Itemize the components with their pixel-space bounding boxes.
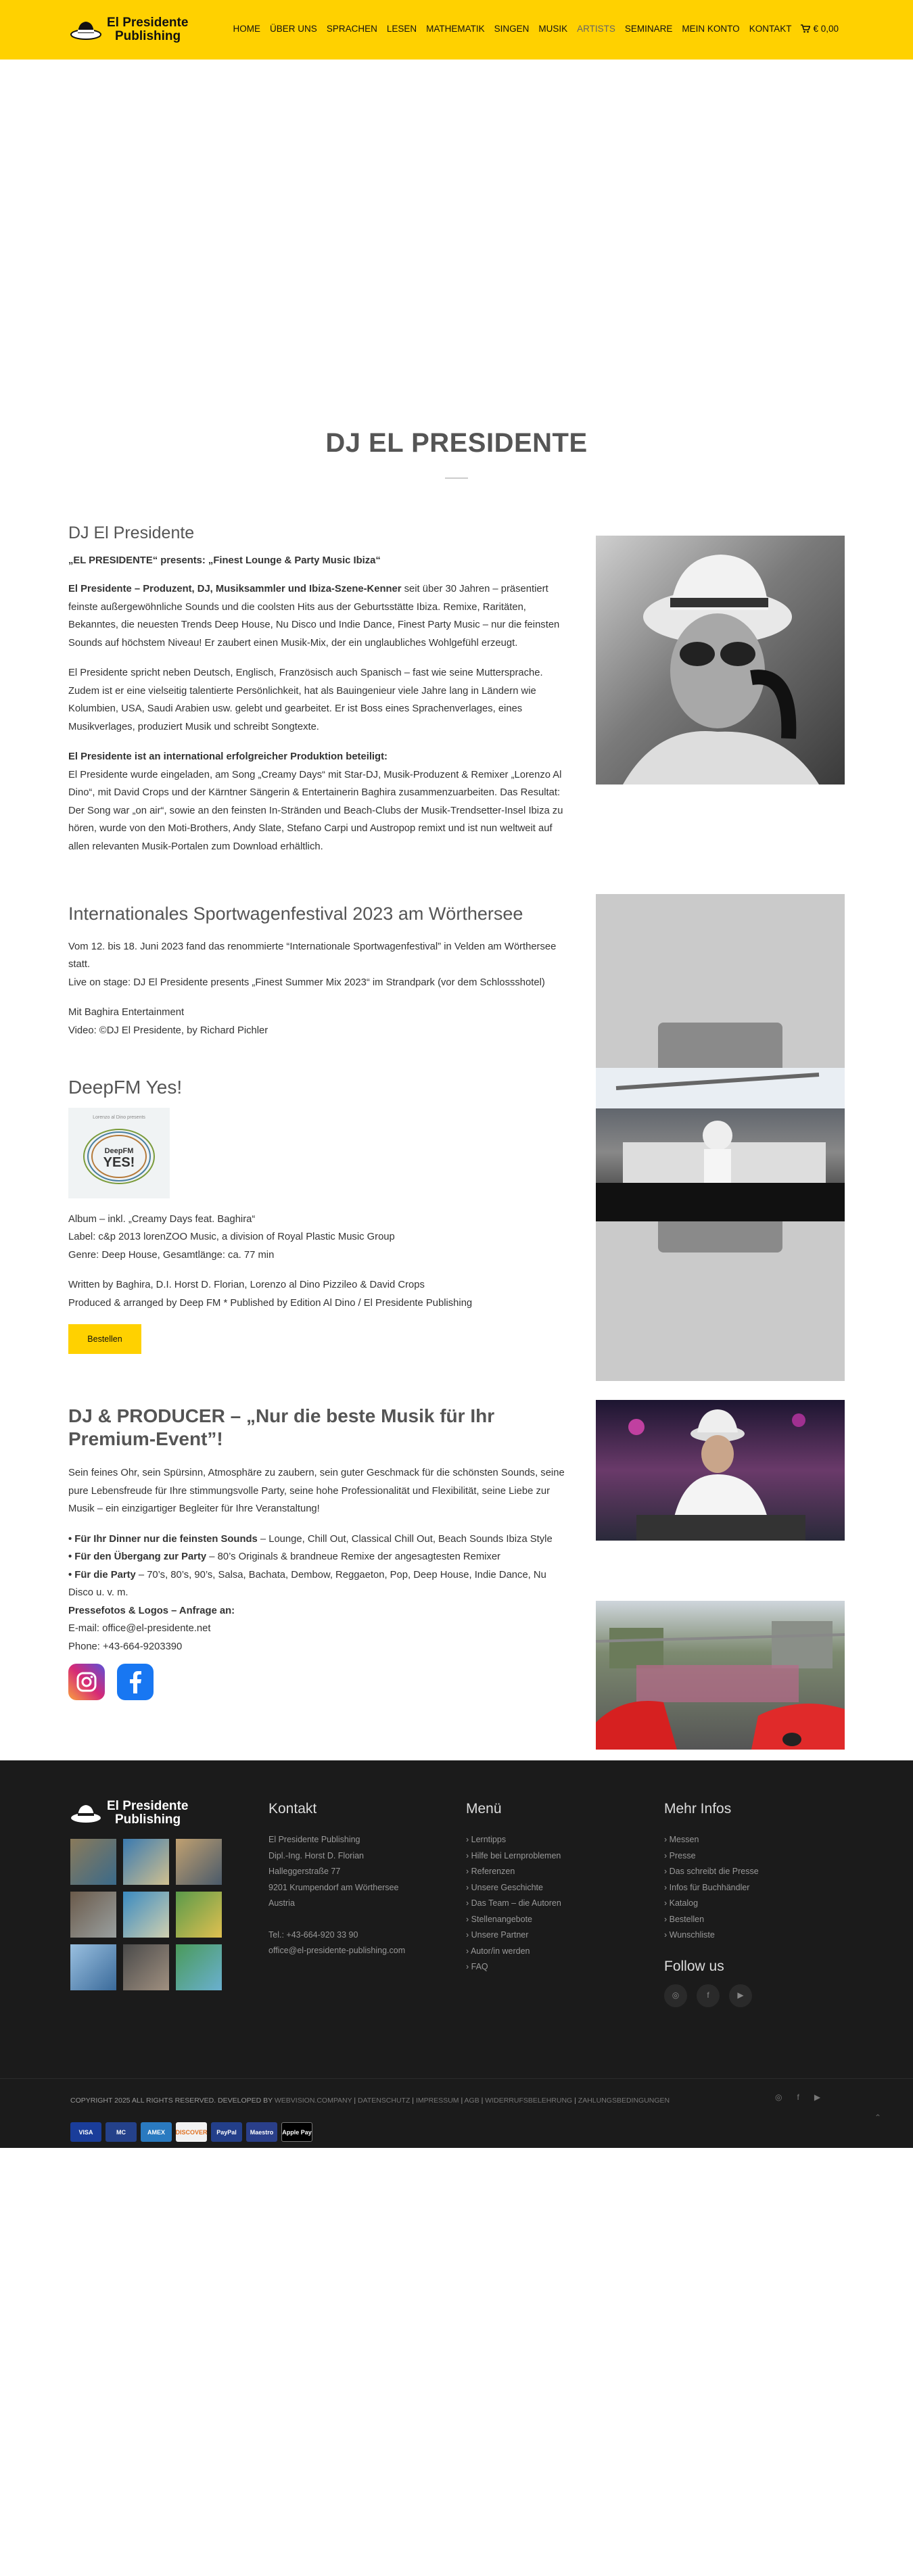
footer-social [664,1984,759,2007]
festival-section [68,905,572,1039]
footer-info-item[interactable]: › Presse [664,1850,696,1860]
gallery-thumb[interactable] [70,1892,116,1938]
producer-heading: DJ & PRODUCER – „Nur die beste Musik für Ihr Premium-Event”! [68,1405,495,1449]
intro-tagline: „EL PRESIDENTE“ presents: „Finest Lounge & Party Music Ibiza“ [68,555,381,566]
facebook-icon[interactable] [117,1664,154,1700]
footer-contact: Kontakt El Presidente Publishing Dipl.-Ing. Horst D. Florian Halleggerstraße 77 9201 Krumpendorf am Wörthersee Austria Tel.: +43-664-920 33 90 office@el-presidente-publishing.com [268,1801,405,1959]
footer-tel[interactable]: Tel.: +43-664-920 33 90 [268,1929,358,1940]
discover-icon: DISCOVER [176,2122,207,2142]
gallery-thumb[interactable] [123,1839,169,1885]
legal-widerruf[interactable]: WIDERRUFSBELEHRUNG [485,2097,573,2105]
footer-mail[interactable]: office@el-presidente-publishing.com [268,1946,406,1955]
producer-section [68,1405,572,1700]
nav-sprachen[interactable]: SPRACHEN [326,24,377,34]
legal-datenschutz[interactable]: DATENSCHUTZ [358,2097,411,2105]
footer-menu-item[interactable]: › Hilfe bei Lernproblemen [466,1850,561,1860]
footer-info-item[interactable]: › Wunschliste [664,1930,715,1940]
intro-p1: El Presidente – Produzent, DJ, Musiksammler und Ibiza-Szene-Kenner seit über 30 Jahren – präsentiert feinste außergewöhnliche Sounds und die coolsten Hits aus der Geburtsstätte Ibiza. Remixe, Raritäten, Bekanntes, die neuesten Trends Deep House, Nu Disco und Indie Dance, Finest Party Music – nur die feinsten Sounds auf höchstem Niveau! Er zaubert einen Musik-Mix, der ein unglaubliches Wohlgefühl erzeugt. [68,584,560,649]
maestro-icon: Maestro [246,2122,277,2142]
footer-info-item[interactable]: › Katalog [664,1898,699,1908]
deepfm-produced: Produced & arranged by Deep FM * Published by Edition Al Dino / El Presidente Publishing [68,1297,473,1309]
gallery-thumb[interactable] [123,1944,169,1990]
footer-menu-item[interactable]: › Autor/in werden [466,1946,530,1956]
festival-line4: Video: ©DJ El Presidente, by Richard Pichler [68,1025,268,1036]
bottom-social [775,2092,820,2102]
cart-total: € 0,00 [813,24,839,34]
intro-section [68,524,572,868]
scroll-top-icon[interactable]: ⌃ [874,2113,882,2122]
producer-bullet-2: • Für den Übergang zur Party – 80’s Originals & brandneue Remixe der angesagtesten Remixer [68,1551,500,1562]
footer-menu-item[interactable]: › Lerntipps [466,1835,507,1844]
amex-icon: AMEX [141,2122,172,2142]
site-footer [0,1760,913,2148]
facebook-icon[interactable]: f [797,2092,799,2102]
footer-brand [70,1800,222,1990]
nav-seminare[interactable]: SEMINARE [624,24,673,34]
facebook-icon[interactable]: f [697,1984,720,2007]
nav-musik[interactable]: MUSIK [538,24,568,34]
deepfm-genre: Genre: Deep House, Gesamtlänge: ca. 77 min [68,1249,275,1261]
nav-mein-konto[interactable]: MEIN KONTO [682,24,740,34]
footer-info-item[interactable]: › Bestellen [664,1914,705,1924]
nav-lesen[interactable]: LESEN [386,24,417,34]
intro-heading: DJ El Presidente [68,523,195,542]
gallery-thumb[interactable] [176,1892,222,1938]
deepfm-album: Album – inkl. „Creamy Days feat. Baghira“ [68,1213,256,1225]
logo-line2: Publishing [115,29,181,43]
gallery-thumb[interactable] [123,1892,169,1938]
footer-gallery [70,1839,222,1990]
hat-logo-icon [70,1802,101,1825]
footer-menu-item[interactable]: › Das Team – die Autoren [466,1898,561,1908]
footer-menu-item[interactable]: › Stellenangebote [466,1914,532,1924]
press-email: E-mail: office@el-presidente.net [68,1623,211,1634]
dj-portrait-image [596,536,845,784]
deepfm-heading: DeepFM Yes! [68,1077,183,1098]
deepfm-album-cover: Lorenzo al Dino presents DeepFM YES! [68,1108,170,1198]
gallery-thumb[interactable] [176,1839,222,1885]
footer-info [664,1801,759,2007]
press-phone: Phone: +43-664-9203390 [68,1641,183,1652]
festival-heading: Internationales Sportwagenfestival 2023 am Wörthersee [68,904,523,924]
nav-artists[interactable]: ARTISTS [577,24,615,34]
gallery-thumb[interactable] [70,1839,116,1885]
producer-p1: Sein feines Ohr, sein Spürsinn, Atmosphäre zu zaubern, sein guter Geschmack für die schönsten Sounds, seine pure Lebensfreude für Ihre stimmungsvolle Party, seine hohe Professionalität und Flexibilität, seine Liebe zur Musik – ein einzigartiger Begleiter für Ihre Veranstaltung! [68,1468,565,1514]
copyright-text: COPYRIGHT 2025 ALL RIGHTS RESERVED. DEVELOPED BY WEBVISION.COMPANY | DATENSCHUTZ | IMPRESSUM | AGB | WIDERRUFSBELEHRUNG | ZAHLUNGSBEDINGUNGEN [70,2097,670,2105]
intro-p3: El Presidente ist an international erfolgreicher Produktion beteiligt: El Presidente wurde eingeladen, am Song „Creamy Days“ mit Star-DJ, Musik-Produzent & Remixer „Lorenzo Al Dino“, mit David Crops und der Kärntner Sängerin & Entertainerin Baghira zusammenzuarbeiten. Das Resultat: Der Song war „on air“, sowie an den feinsten In-Stränden und Beach-Clubs der Musik-Trendsetter-Insel Ibiza zu hören, wurde von den Moti-Brothers, Andy Slate, Stefano Carpi und Austropop remixt und ist nun weltweit auf allen relevanten Musik-Portalen zum Download erhältlich. [68,751,563,852]
nav-kontakt[interactable]: KONTAKT [749,24,792,34]
gallery-thumb[interactable] [176,1944,222,1990]
instagram-icon[interactable]: ◎ [664,1984,687,2007]
payment-methods [70,2122,312,2142]
instagram-icon[interactable]: ◎ [775,2092,782,2102]
dj-producer-image [596,1400,845,1541]
festival-line2: Live on stage: DJ El Presidente presents „Finest Summer Mix 2023“ im Strandpark (vor dem Schlossshotel) [68,977,545,988]
legal-impressum[interactable]: IMPRESSUM [415,2097,459,2105]
page-title: DJ EL PRESIDENTE [325,428,588,458]
logo-line1: El Presidente [107,16,189,30]
applepay-icon: Apple Pay [281,2122,312,2142]
press-heading: Pressefotos & Logos – Anfrage an: [68,1605,235,1616]
nav-mathematik[interactable]: MATHEMATIK [426,24,485,34]
festival-video-thumbnail [596,1068,845,1221]
footer-logo[interactable]: El Presidente Publishing [70,1800,222,1827]
festival-video-player[interactable] [596,894,845,1381]
sportscar-festival-image [596,1601,845,1750]
footer-info-item[interactable]: › Das schreibt die Presse [664,1867,759,1876]
follow-us-title: Follow us [664,1958,724,1974]
bestellen-button[interactable]: Bestellen [68,1324,141,1354]
nav-singen[interactable]: SINGEN [494,24,530,34]
youtube-icon[interactable]: ▶ [729,1984,752,2007]
festival-line1: Vom 12. bis 18. Juni 2023 fand das renommierte “Internationale Sportwagenfestival” in Velden am Wörthersee statt. [68,941,557,970]
social-links [68,1664,572,1700]
nav-ueber-uns[interactable]: ÜBER UNS [270,24,317,34]
footer-info-title: Mehr Infos [664,1801,732,1817]
paypal-icon: PayPal [211,2122,242,2142]
producer-bullet-3: • Für die Party – 70’s, 80’s, 90’s, Salsa, Bachata, Dembow, Reggaeton, Pop, Deep House, Indie Dance, Nu Disco u. v. m. [68,1569,546,1598]
legal-zahlung[interactable]: ZAHLUNGSBEDINGUNGEN [578,2097,670,2105]
footer-menu-item[interactable]: › Referenzen [466,1867,515,1876]
youtube-icon[interactable]: ▶ [814,2092,821,2102]
footer-contact-title: Kontakt [268,1801,317,1817]
footer-bottom-bar [0,2078,913,2148]
footer-menu-item[interactable]: › FAQ [466,1962,488,1971]
instagram-icon[interactable] [68,1664,105,1700]
footer-menu [466,1801,561,1975]
gallery-thumb[interactable] [70,1944,116,1990]
deepfm-written: Written by Baghira, D.I. Horst D. Florian, Lorenzo al Dino Pizzileo & David Crops [68,1280,425,1290]
mastercard-icon: MC [106,2122,137,2142]
deepfm-label: Label: c&p 2013 lorenZOO Music, a division of Royal Plastic Music Group [68,1232,395,1242]
footer-menu-title: Menü [466,1801,502,1817]
visa-icon: VISA [70,2122,101,2142]
nav-home[interactable]: HOME [233,24,261,34]
festival-line3: Mit Baghira Entertainment [68,1007,185,1018]
footer-menu-item[interactable]: › Unsere Geschichte [466,1882,543,1892]
footer-info-item[interactable]: › Infos für Buchhändler [664,1882,750,1892]
deepfm-section [68,1079,572,1354]
developer-link[interactable]: WEBVISION.COMPANY [274,2097,352,2105]
footer-info-item[interactable]: › Messen [664,1835,699,1844]
intro-p2: El Presidente spricht neben Deutsch, Englisch, Französisch auch Spanisch – fast wie seine Muttersprache. Zudem ist er eine vielseitig talentierte Persönlichkeit, hat als Bauingenieur viele Jahre lang in Ländern wie Kolumbien, USA, Saudi Arabien usw. gelebt und gearbeitet. Er ist Boss eines Sprachenverlages, eines Musikverlages, produziert Musik und schreibt Songtexte. [68,668,543,732]
legal-agb[interactable]: AGB [464,2097,479,2105]
producer-bullet-1: • Für Ihr Dinner nur die feinsten Sounds – Lounge, Chill Out, Classical Chill Out, Beach Sounds Ibiza Style [68,1533,553,1545]
footer-menu-item[interactable]: › Unsere Partner [466,1930,529,1940]
